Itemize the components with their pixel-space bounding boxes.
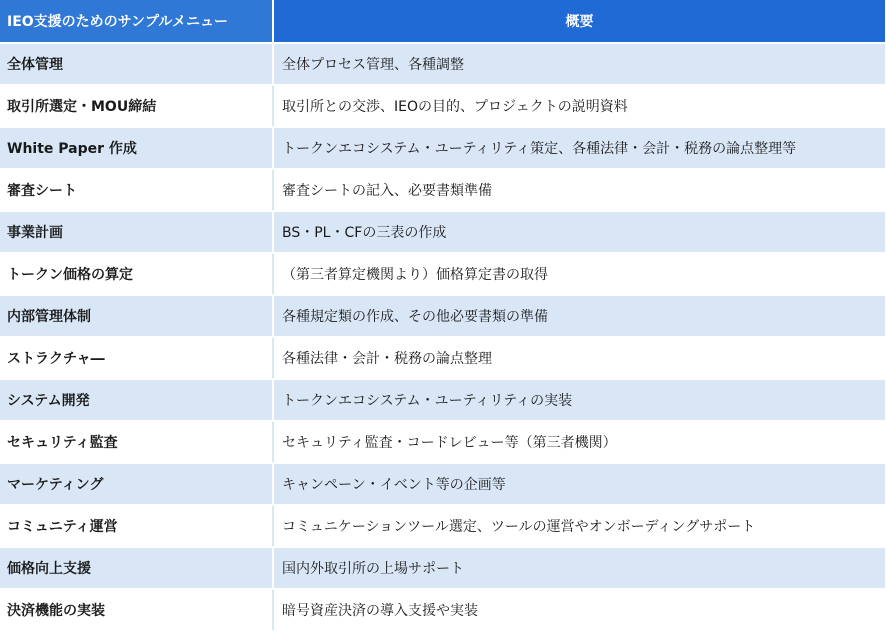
table-row <box>0 43 886 85</box>
table-row <box>0 295 886 337</box>
description-cell: （第三者算定機関より）価格算定書の取得 <box>273 253 886 295</box>
column-header-description: 概要 <box>273 0 886 43</box>
table-row <box>0 253 886 295</box>
description-cell: 全体プロセス管理、各種調整 <box>273 43 886 85</box>
description-cell: 審査シートの記入、必要書類準備 <box>273 169 886 211</box>
menu-cell: 価格向上支援 <box>0 547 273 589</box>
menu-cell: 全体管理 <box>0 43 273 85</box>
menu-cell: 内部管理体制 <box>0 295 273 337</box>
menu-cell: コミュニティ運営 <box>0 505 273 547</box>
description-cell: 国内外取引所の上場サポート <box>273 547 886 589</box>
table-row <box>0 85 886 127</box>
table-row <box>0 463 886 505</box>
table-row <box>0 379 886 421</box>
menu-cell: セキュリティ監査 <box>0 421 273 463</box>
menu-cell: マーケティング <box>0 463 273 505</box>
description-cell: コミュニケーションツール選定、ツールの運営やオンボーディングサポート <box>273 505 886 547</box>
table-row <box>0 211 886 253</box>
description-cell: トークンエコシステム・ユーティリティ策定、各種法律・会計・税務の論点整理等 <box>273 127 886 169</box>
menu-cell: 取引所選定・MOU締結 <box>0 85 273 127</box>
table-row <box>0 169 886 211</box>
table-row <box>0 421 886 463</box>
menu-cell: ストラクチャ― <box>0 337 273 379</box>
description-cell: セキュリティ監査・コードレビュー等（第三者機関） <box>273 421 886 463</box>
table-row <box>0 589 886 631</box>
menu-cell: 審査シート <box>0 169 273 211</box>
table-row <box>0 337 886 379</box>
menu-cell: トークン価格の算定 <box>0 253 273 295</box>
menu-cell: White Paper 作成 <box>0 127 273 169</box>
menu-cell: システム開発 <box>0 379 273 421</box>
description-cell: BS・PL・CFの三表の作成 <box>273 211 886 253</box>
description-cell: キャンペーン・イベント等の企画等 <box>273 463 886 505</box>
description-cell: 各種規定類の作成、その他必要書類の準備 <box>273 295 886 337</box>
description-cell: 取引所との交渉、IEOの目的、プロジェクトの説明資料 <box>273 85 886 127</box>
menu-cell: 事業計画 <box>0 211 273 253</box>
table-row <box>0 505 886 547</box>
table-row <box>0 127 886 169</box>
description-cell: 暗号資産決済の導入支援や実装 <box>273 589 886 631</box>
menu-cell: 決済機能の実装 <box>0 589 273 631</box>
column-header-menu: IEO支援のためのサンプルメニュー <box>0 0 273 43</box>
description-cell: 各種法律・会計・税務の論点整理 <box>273 337 886 379</box>
table-row <box>0 547 886 589</box>
description-cell: トークンエコシステム・ユーティリティの実装 <box>273 379 886 421</box>
table-header-row <box>0 0 886 43</box>
